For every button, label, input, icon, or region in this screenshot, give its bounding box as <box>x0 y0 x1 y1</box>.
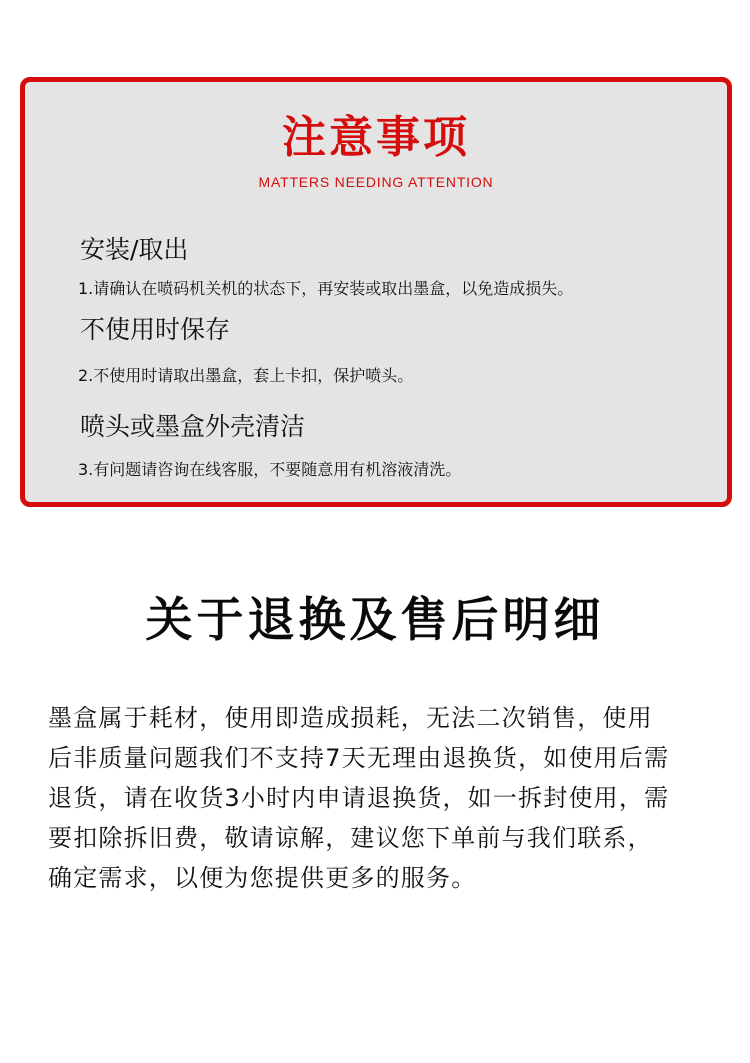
paragraph-line: 墨盒属于耗材，使用即造成损耗，无法二次销售，使用 <box>48 704 653 732</box>
paragraph-line: 确定需求，以便为您提供更多的服务。 <box>48 864 477 892</box>
after-sale-paragraph <box>48 698 728 898</box>
section-text-cleaning: 3.有问题请咨询在线客服，不要随意用有机溶液清洗。 <box>78 460 462 479</box>
after-sale-title: 关于退换及售后明细 <box>145 593 605 648</box>
paragraph-line: 退货，请在收货3小时内申请退换货，如一拆封使用，需 <box>48 784 670 812</box>
paragraph-line: 后非质量问题我们不支持7天无理由退换货，如使用后需 <box>48 744 670 772</box>
notice-title: 注意事项 <box>282 112 470 163</box>
section-text-storage: 2.不使用时请取出墨盒，套上卡扣，保护喷头。 <box>78 366 414 385</box>
section-text-install: 1.请确认在喷码机关机的状态下，再安装或取出墨盒，以免造成损失。 <box>78 279 574 298</box>
notice-subtitle: MATTERS NEEDING ATTENTION <box>258 174 494 190</box>
section-heading-storage: 不使用时保存 <box>80 315 231 344</box>
notice-box <box>20 77 732 507</box>
section-heading-cleaning: 喷头或墨盒外壳清洁 <box>80 412 306 441</box>
paragraph-line: 要扣除拆旧费，敬请谅解，建议您下单前与我们联系， <box>48 824 653 852</box>
section-heading-install: 安装/取出 <box>80 235 189 264</box>
